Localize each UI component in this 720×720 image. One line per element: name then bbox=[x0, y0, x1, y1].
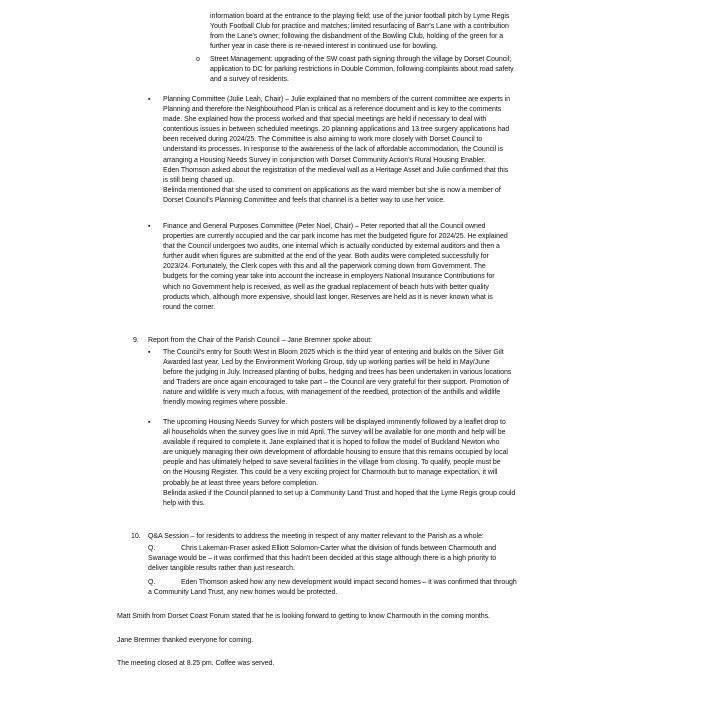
text-line: on the Housing Register. This could be a very exciting project for Charmouth but to manage expectation, it will bbox=[163, 469, 498, 477]
text-line: Street Management: upgrading of the SW coast path signing through the village by Dorset Council; bbox=[210, 56, 512, 63]
item-heading: Q&A Session – for residents to address the meeting in respect of any matter relevant to the Parish as a whole: bbox=[148, 533, 484, 540]
text-line: are uniquely managing their own development of affordable housing to ensure that this remains occupied by local bbox=[163, 449, 508, 457]
text-line: understand its processes. In response to the awareness of the lack of affordable accommodation, the Council is bbox=[163, 146, 503, 154]
street-management-paragraph bbox=[210, 55, 514, 85]
text-line: Planning and therefore the Neighbourhood Plan is critical as a reference document and is key to the comments bbox=[163, 106, 502, 114]
text-line: budgets for the coming year take into account the increase in employers National Insurance Contributions for bbox=[163, 273, 495, 281]
text-line: and a survey of residents. bbox=[210, 76, 289, 84]
text-line: Planning Committee (Julie Leah, Chair) – Julie explained that no members of the current committee are experts in bbox=[163, 96, 510, 103]
closing-statement: Matt Smith from Dorset Coast Forum stated that he is looking forward to getting to know Charmouth in the coming months. bbox=[117, 613, 490, 620]
closing-statement: The meeting closed at 8.25 pm. Coffee was served. bbox=[117, 660, 275, 667]
text-line: that the Council undergoes two audits, one internal which is actually conducted by external auditors and then a bbox=[163, 243, 500, 251]
text-line: further year in case there is re-newed interest in continued use for bowling. bbox=[210, 43, 438, 51]
text-line: information board at the entrance to the playing field; use of the junior football pitch by Lyme Regis bbox=[210, 13, 510, 20]
text-line: people and has ultimately helped to save several facilities in the village from closing. To qualify, people must be bbox=[163, 459, 501, 467]
text-line: The Council's entry for South West in Bloom 2025 which is the third year of entering and builds on the Silver Gilt bbox=[163, 349, 504, 356]
question-continuation bbox=[148, 588, 337, 598]
question-continuation bbox=[148, 554, 496, 574]
item-heading: Report from the Chair of the Parish Council – Jane Bremner spoke about: bbox=[148, 337, 373, 344]
item-number: 10. bbox=[131, 533, 141, 540]
text-line: before the judging in July. Increased planting of bulbs, hedging and trees has been undertaken in various locations bbox=[163, 369, 512, 377]
text-line: help with this. bbox=[163, 499, 205, 507]
text-line: Swanage would be – it was confirmed that this hadn't been decided at this stage although there is a high priority to bbox=[148, 555, 497, 562]
text-line: available if required to complete it. Jane explained that it is hoped to follow the model of Buckland Newton who bbox=[163, 439, 500, 447]
text-line: probably be at least three years before completion. bbox=[163, 479, 319, 487]
closing-statement: Jane Bremner thanked everyone for coming. bbox=[117, 637, 254, 644]
text-line: been received during 2024/25. The Committee is also aiming to work more closely with Dorset Council to bbox=[163, 136, 483, 144]
bullet-marker: ▪ bbox=[148, 349, 151, 356]
text-line: Finance and General Purposes Committee (Peter Noel, Chair) – Peter reported that all the Council owned bbox=[163, 223, 486, 230]
text-line: further audit when figures are submitted at the end of the year. Both audits were completed successfully for bbox=[163, 253, 489, 261]
text-line: Awarded last year. Led by the Environment Working Group, tidy up working parties will be held in May/June bbox=[163, 359, 490, 367]
text-line: nature and wildlife is very much a focus, with management of the reedbed, protection of the anthills and wildlife bbox=[163, 389, 501, 397]
bullet-marker: ▪ bbox=[148, 96, 151, 103]
south-west-in-bloom-paragraph bbox=[163, 348, 511, 409]
sub-bullet-marker: o bbox=[196, 56, 200, 63]
text-line: which no Government help is received, as well as the gradual replacement of beach huts with better quality bbox=[163, 283, 489, 291]
text-line: and Traders are once again encouraged to take part – the Council are very grateful for their support. Promotion of bbox=[163, 379, 509, 387]
bullet-marker: ▪ bbox=[148, 223, 151, 230]
text-line: all households when the survey goes live in mid April. The survey will be available for one month and help will be bbox=[163, 429, 506, 437]
text-line: contentious issues in between scheduled meetings. 20 planning applications and 13 tree surgery applications had bbox=[163, 126, 510, 134]
text-line: The upcoming Housing Needs Survey for which posters will be displayed imminently followed by a leaflet drop to bbox=[163, 419, 506, 426]
text-line: round the corner. bbox=[163, 303, 216, 311]
question-first-line: Chris Lakeman-Fraser asked Elliott Solomon-Carter what the division of funds between Charmouth and bbox=[181, 545, 496, 552]
housing-needs-paragraph bbox=[163, 418, 515, 509]
text-line: application to DC for parking restrictions in Double Common, following complaints about road safety bbox=[210, 66, 514, 74]
text-line: deliver tangible results rather than just research. bbox=[148, 565, 295, 573]
question-first-line: Eden Thomson asked how any new development would impact second homes – it was confirmed that through bbox=[181, 579, 517, 586]
text-line: products which, although more expensive, should last longer. Reserves are held as it is never known what is bbox=[163, 293, 493, 301]
text-line: made. She explained how the process worked and that special meetings are held if necessary to deal with bbox=[163, 116, 487, 124]
finance-committee-paragraph bbox=[163, 222, 508, 313]
continued-paragraph bbox=[210, 12, 509, 52]
text-line: arranging a Housing Needs Survey in conjunction with Dorset Community Action's Rural Housing Enabler. bbox=[163, 156, 486, 164]
text-line: Eden Thomson asked about the registration of the medieval wall as a Heritage Asset and Julie confirmed that this bbox=[163, 166, 509, 174]
text-line: friendly mowing regimes where possible. bbox=[163, 399, 288, 407]
text-line: Belinda asked if the Council planned to set up a Community Land Trust and hoped that the Lyme Regis group could bbox=[163, 489, 516, 497]
question-marker: Q. bbox=[148, 545, 156, 552]
text-line: is still being chased up. bbox=[163, 176, 235, 184]
text-line: Youth Football Club for practice and matches; limited resurfacing of Barr's Lane with a contribution bbox=[210, 23, 509, 31]
bullet-marker: ▪ bbox=[148, 419, 151, 426]
text-line: Dorset Council's Planning Committee and feels that channel is a better way to use her voice. bbox=[163, 196, 445, 204]
text-line: properties are currently occupied and the car park income has met the budgeted figure for 2024/25. He explained bbox=[163, 233, 508, 241]
question-marker: Q. bbox=[148, 579, 156, 586]
text-line: Belinda mentioned that she used to comment on applications as the ward member but she is now a member of bbox=[163, 186, 501, 194]
text-line: a Community Land Trust, any new homes would be protected. bbox=[148, 589, 338, 596]
text-line: 2023/24. Fortunately, the Clerk copes with this and all the paperwork coming down from Government. The bbox=[163, 263, 486, 271]
planning-committee-paragraph bbox=[163, 95, 510, 206]
text-line: from the Lane's owner; following the disbandment of the Bowling Club, holding of the green for a bbox=[210, 33, 504, 41]
item-number: 9. bbox=[133, 337, 139, 344]
